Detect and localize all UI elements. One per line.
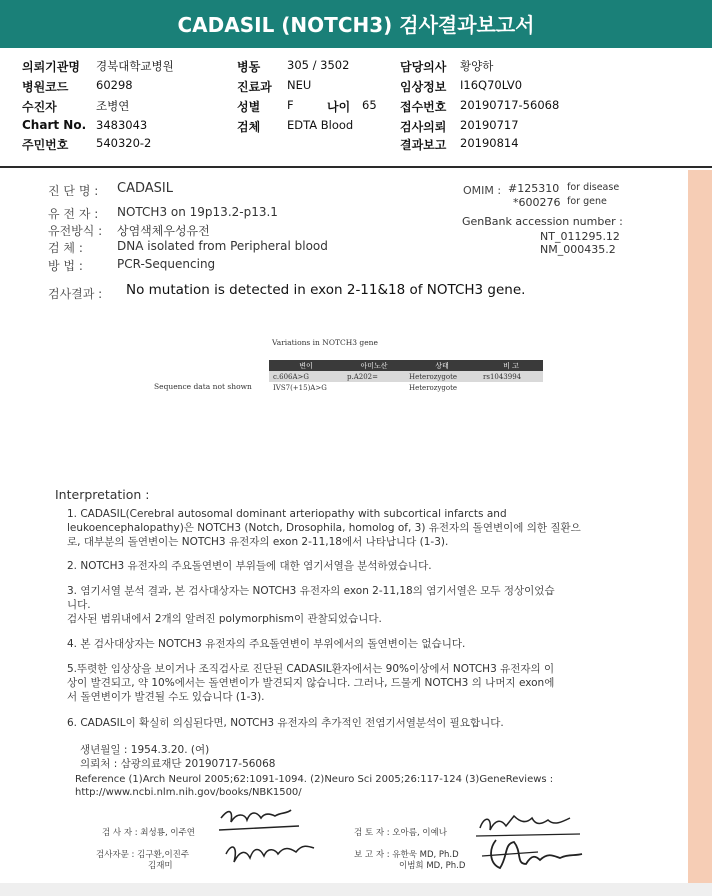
header-label: 수진자 bbox=[22, 100, 57, 114]
genbank-id: NM_000435.2 bbox=[540, 243, 616, 256]
reference-link: http://www.ncbi.nlm.nih.gov/books/NBK1500/ bbox=[75, 787, 302, 798]
page-edge bbox=[688, 170, 712, 884]
diagnosis-label: 진 단 명 : bbox=[48, 184, 99, 198]
table-cell: c.606A>G bbox=[269, 371, 343, 382]
paragraph-line: 2. NOTCH3 유전자의 주요돌연변이 부위들에 대한 염기서열을 분석하였습니다. bbox=[67, 560, 432, 572]
reporter-names: 보 고 자 : 유한욱 MD, Ph.D bbox=[354, 850, 459, 860]
header-value: EDTA Blood bbox=[287, 118, 354, 132]
paragraph-line: 로, 대부분의 돌연변이는 NOTCH3 유전자의 exon 2-11,18에서 나타납니다 (1-3). bbox=[67, 536, 449, 548]
table-header: 비 고 bbox=[479, 360, 543, 371]
omim-gene-id: *600276 bbox=[513, 196, 561, 209]
variations-table bbox=[269, 360, 543, 393]
paragraph-line: 3. 염기서열 분석 결과, 본 검사대상자는 NOTCH3 유전자의 exon 2-11,18의 염기서열은 모두 정상이었습 bbox=[67, 585, 555, 597]
header-label: 병동 bbox=[237, 60, 261, 74]
gene-label: 유 전 자 : bbox=[48, 207, 99, 221]
table-row bbox=[269, 382, 543, 393]
header-label: 병원코드 bbox=[22, 80, 69, 94]
header-value: 조병연 bbox=[96, 99, 130, 113]
table-cell bbox=[343, 382, 405, 393]
inheritance-value: 상염색체우성유전 bbox=[117, 224, 210, 238]
header-label: 의뢰기관명 bbox=[22, 60, 80, 74]
header-label: 결과보고 bbox=[400, 138, 447, 152]
table-cell: Heterozygote bbox=[409, 383, 458, 392]
tester-signature bbox=[215, 800, 305, 840]
reviewer-names: 검 토 자 : 오아름, 이예나 bbox=[354, 828, 447, 838]
header-label: Chart No. bbox=[22, 118, 87, 132]
advisor-signature bbox=[220, 836, 320, 870]
reference-line: Reference (1)Arch Neurol 2005;62:1091-1094. (2)Neuro Sci 2005;26:117-124 (3)GeneReviews : bbox=[75, 774, 554, 785]
paragraph-line: 상이 발견되고, 약 10%에서는 돌연변이가 발견되지 않습니다. 그러나, 드물게 NOTCH3 의 나머지 exon에 bbox=[67, 677, 555, 689]
interpretation-paragraph bbox=[67, 662, 554, 704]
omim-gene-note: for gene bbox=[567, 196, 607, 207]
result-text: No mutation is detected in exon 2-11&18 of NOTCH3 gene. bbox=[126, 282, 526, 298]
table-cell: IVS7(+15)A>G bbox=[273, 383, 327, 392]
omim-disease-note: for disease bbox=[567, 182, 620, 193]
paragraph-line: 1. CADASIL(Cerebral autosomal dominant arteriopathy with subcortical infarcts and bbox=[67, 508, 507, 520]
header-label: 검사의뢰 bbox=[400, 120, 447, 134]
paragraph-line: 검사된 범위내에서 2개의 알려진 polymorphism이 관찰되었습니다. bbox=[67, 613, 382, 625]
reporter-signature bbox=[478, 834, 588, 876]
table-header: 아미노산 bbox=[343, 360, 405, 371]
result-label: 검사결과 : bbox=[48, 287, 103, 301]
requester: 의뢰처 : 삼광의료재단 20190717-56068 bbox=[80, 758, 276, 770]
table-cell: p.A202= bbox=[343, 371, 405, 382]
interpretation-paragraph bbox=[67, 559, 432, 573]
paragraph-line: leukoencephalopathy)은 NOTCH3 (Notch, Drosophila, homolog of, 3) 유전자의 돌연변이에 의한 질환으 bbox=[67, 522, 581, 534]
table-header: 상태 bbox=[405, 360, 479, 371]
gene-value: NOTCH3 on 19p13.2-p13.1 bbox=[117, 205, 278, 219]
omim-disease-id: #125310 bbox=[508, 182, 560, 195]
interpretation-paragraph bbox=[67, 584, 555, 626]
paragraph-line: 니다. bbox=[67, 599, 91, 611]
table-header: 변이 bbox=[269, 360, 343, 371]
interpretation-paragraph bbox=[67, 507, 581, 549]
genbank-label: GenBank accession number : bbox=[462, 215, 623, 228]
table-cell: rs1043994 bbox=[479, 371, 543, 382]
paragraph-line: 4. 본 검사대상자는 NOTCH3 유전자의 주요돌연변이 부위에서의 돌연변이는 없습니다. bbox=[67, 638, 466, 650]
header-label: 임상정보 bbox=[400, 80, 447, 94]
specimen-value: DNA isolated from Peripheral blood bbox=[117, 239, 328, 253]
header-label: 접수번호 bbox=[400, 100, 447, 114]
page-edge bbox=[0, 883, 712, 896]
sequence-note: Sequence data not shown bbox=[154, 382, 252, 391]
method-value: PCR-Sequencing bbox=[117, 257, 216, 271]
genbank-id: NT_011295.12 bbox=[540, 230, 620, 243]
table-cell bbox=[479, 382, 543, 393]
header-value: NEU bbox=[287, 78, 312, 92]
reporter-names: 이범희 MD, Ph.D bbox=[399, 861, 466, 871]
tester-names: 검 사 자 : 최성룡, 이주연 bbox=[102, 828, 195, 838]
omim-label: OMIM : bbox=[463, 184, 502, 197]
advisor-names: 김재미 bbox=[148, 861, 173, 871]
header-value: 60298 bbox=[96, 78, 133, 92]
header-label: 주민번호 bbox=[22, 138, 69, 152]
header-value: 20190717-56068 bbox=[460, 98, 560, 112]
table-row bbox=[269, 371, 543, 382]
paragraph-line: 5.뚜렷한 임상상을 보이거나 조직검사로 진단된 CADASIL환자에서는 90%이상에서 NOTCH3 유전자의 이 bbox=[67, 663, 555, 675]
interpretation-title: Interpretation : bbox=[55, 487, 150, 502]
report-title: CADASIL (NOTCH3) 검사결과보고서 bbox=[0, 0, 712, 48]
header-value: 황양하 bbox=[460, 59, 494, 73]
header-value: 3483043 bbox=[96, 118, 148, 132]
header-value: 540320-2 bbox=[96, 136, 152, 150]
header-label: 나이 bbox=[327, 100, 351, 114]
header-value: 305 / 3502 bbox=[287, 58, 350, 72]
advisor-names: 검사자문 : 김구환,이진주 bbox=[96, 850, 190, 860]
variations-caption: Variations in NOTCH3 gene bbox=[272, 338, 378, 347]
inheritance-label: 유전방식 : bbox=[48, 224, 103, 238]
interpretation-paragraph bbox=[67, 637, 465, 651]
paragraph-line: 6. CADASIL이 확실히 의심된다면, NOTCH3 유전자의 추가적인 전염기서열분석이 필요합니다. bbox=[67, 717, 504, 729]
paragraph-line: 서 돌연변이가 발견될 수도 있습니다 (1-3). bbox=[67, 691, 265, 703]
birth-date: 생년월일 : 1954.3.20. (여) bbox=[80, 744, 210, 756]
specimen-label: 검 체 : bbox=[48, 241, 83, 255]
header-value: I16Q70LV0 bbox=[460, 78, 523, 92]
method-label: 방 법 : bbox=[48, 259, 83, 273]
header-label: 담당의사 bbox=[400, 60, 447, 74]
header-value: 경북대학교병원 bbox=[96, 59, 174, 73]
patient-info-header bbox=[0, 48, 712, 168]
table-cell: Heterozygote bbox=[405, 371, 479, 382]
header-label: 성별 bbox=[237, 100, 261, 114]
header-label: 검체 bbox=[237, 120, 261, 134]
header-value: 65 bbox=[362, 98, 377, 112]
interpretation-paragraph bbox=[67, 716, 504, 730]
header-value: 20190814 bbox=[460, 136, 519, 150]
header-label: 진료과 bbox=[237, 80, 272, 94]
header-value: F bbox=[287, 98, 294, 112]
diagnosis-value: CADASIL bbox=[117, 181, 173, 196]
header-value: 20190717 bbox=[460, 118, 519, 132]
